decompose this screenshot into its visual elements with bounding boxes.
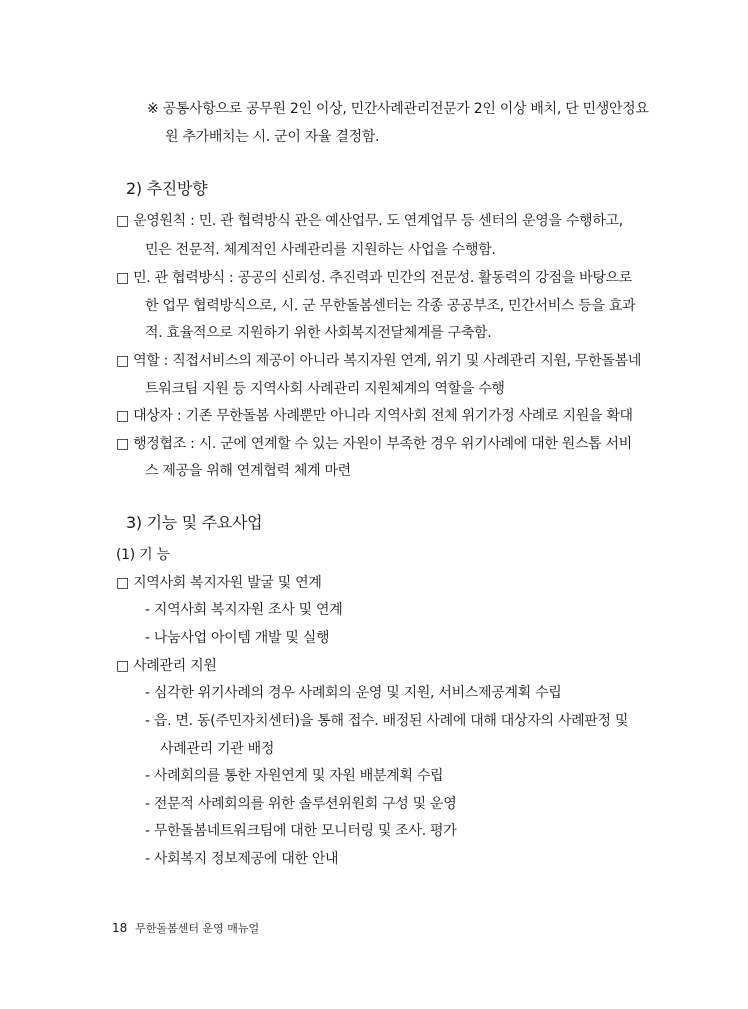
page-number: 18 — [112, 921, 128, 935]
list-item: □ 지역사회 복지자원 발굴 및 연계 — [116, 575, 322, 591]
list-item: - 전문적 사례회의를 위한 솔루션위원회 구성 및 운영 — [145, 796, 457, 812]
list-item: □ 사례관리 지원 — [116, 658, 217, 674]
note-line-1: ※ 공통사항으로 공무원 2인 이상, 민간사례관리전문가 2인 이상 배치, 단 민생안정요 — [147, 101, 649, 117]
list-item: □ 대상자 : 기존 무한돌봄 사례뿐만 아니라 지역사회 전체 위기가정 사례로 지원을 확대 — [116, 408, 633, 424]
list-item: - 사회복지 정보제공에 대한 안내 — [145, 851, 339, 867]
list-item: - 심각한 위기사례의 경우 사례회의 운영 및 지원, 서비스제공계획 수립 — [145, 685, 562, 701]
list-item: 적. 효율적으로 지원하기 위한 사회복지전달체계를 구축함. — [145, 325, 492, 341]
list-item: 민은 전문적. 체계적인 사례관리를 지원하는 사업을 수행함. — [145, 242, 496, 258]
list-item: □ 운영원칙 : 민. 관 협력방식 관은 예산업무. 도 연계업무 등 센터의 운영을 수행하고, — [116, 213, 623, 229]
page-footer — [112, 920, 259, 937]
list-item: 스 제공을 위해 연계협력 체계 마련 — [145, 463, 351, 479]
list-item: 한 업무 협력방식으로, 시. 군 무한돌봄센터는 각종 공공부조, 민간서비스 등을 효과 — [145, 298, 636, 314]
sub-heading: (1) 기 능 — [116, 547, 170, 563]
list-item: □ 역할 : 직접서비스의 제공이 아니라 복지자원 연계, 위기 및 사례관리 지원, 무한돌봄네 — [116, 353, 642, 369]
list-item: □ 행정협조 : 시. 군에 연계할 수 있는 자원이 부족한 경우 위기사례에 대한 원스톱 서비 — [116, 436, 632, 452]
footer-title: 무한돌봄센터 운영 매뉴얼 — [135, 922, 260, 935]
list-item: - 무한돌봄네트워크팀에 대한 모니터링 및 조사. 평가 — [145, 823, 457, 839]
section-heading: 2) 추진방향 — [126, 179, 208, 198]
list-item: - 나눔사업 아이템 개발 및 실행 — [145, 630, 330, 646]
list-item: - 사례회의를 통한 자원연계 및 자원 배분계획 수립 — [145, 768, 444, 784]
list-item: □ 민. 관 협력방식 : 공공의 신뢰성. 추진력과 민간의 전문성. 활동력의 강점을 바탕으로 — [116, 270, 632, 286]
list-item: - 읍. 면. 동(주민자치센터)을 통해 접수. 배정된 사례에 대해 대상자의 사례판정 및 — [145, 713, 629, 729]
section-heading: 3) 기능 및 주요사업 — [126, 513, 263, 532]
list-item: - 지역사회 복지자원 조사 및 연계 — [145, 602, 343, 618]
list-item: 트워크팀 지원 등 지역사회 사례관리 지원체계의 역할을 수행 — [145, 381, 505, 397]
note-line-2: 원 추가배치는 시. 군이 자율 결정함. — [165, 129, 380, 145]
list-item: 사례관리 기관 배정 — [160, 741, 275, 757]
